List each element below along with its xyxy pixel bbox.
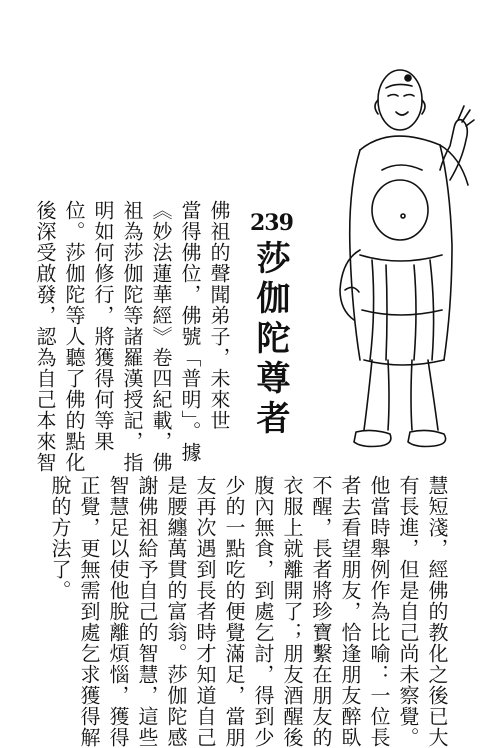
text-column: 明如何修行，將獲得何等果	[91, 200, 115, 452]
text-column: 腹內無食，到處乞討，得到少	[251, 475, 275, 748]
entry-number: 239	[250, 210, 293, 236]
text-column: 智慧足以使他脫離煩惱，獲得	[106, 475, 130, 748]
text-column: 有長進，但是自己尚未察覺。	[396, 475, 420, 748]
entry-title	[250, 210, 293, 440]
text-column: 正覺，更無需到處乞求獲得解	[77, 475, 101, 748]
text-column: 佛祖的聲聞弟子，未來世	[207, 200, 231, 431]
text-column: 謝佛祖給予自己的智慧，這些	[135, 475, 159, 748]
text-column: 是腰纏萬貫的富翁。莎伽陀感	[164, 475, 188, 748]
lower-text-block	[45, 475, 451, 748]
text-column: 《妙法蓮華經》卷四紀載，佛	[149, 200, 173, 473]
text-column: 不醒，長者將珍寶繫在朋友的	[309, 475, 333, 748]
text-column: 祖為莎伽陀等諸羅漢授記，指	[120, 200, 144, 473]
text-column: 當得佛位，佛號「普明」。據	[178, 200, 202, 463]
text-column: 慧短淺，經佛的教化之後已大	[425, 475, 449, 748]
arhat-illustration	[290, 60, 490, 460]
arhat-line-drawing	[290, 60, 490, 460]
text-column: 少的一點吃的便覺滿足，當朋	[222, 475, 246, 748]
text-column: 脫的方法了。	[48, 475, 72, 601]
text-column: 者去看望朋友，恰逢朋友醉臥	[338, 475, 362, 748]
text-column: 他當時舉例作為比喻：一位長	[367, 475, 391, 748]
text-column: 後深受啟發，認為自己本來智	[33, 200, 57, 473]
text-column: 衣服上就離開了；朋友酒醒後	[280, 475, 304, 748]
text-column: 友再次遇到長者時才知道自己	[193, 475, 217, 748]
upper-text-block	[30, 200, 233, 480]
text-column: 位。莎伽陀等人聽了佛的點化	[62, 200, 86, 473]
entry-name: 莎伽陀尊者	[250, 240, 290, 440]
